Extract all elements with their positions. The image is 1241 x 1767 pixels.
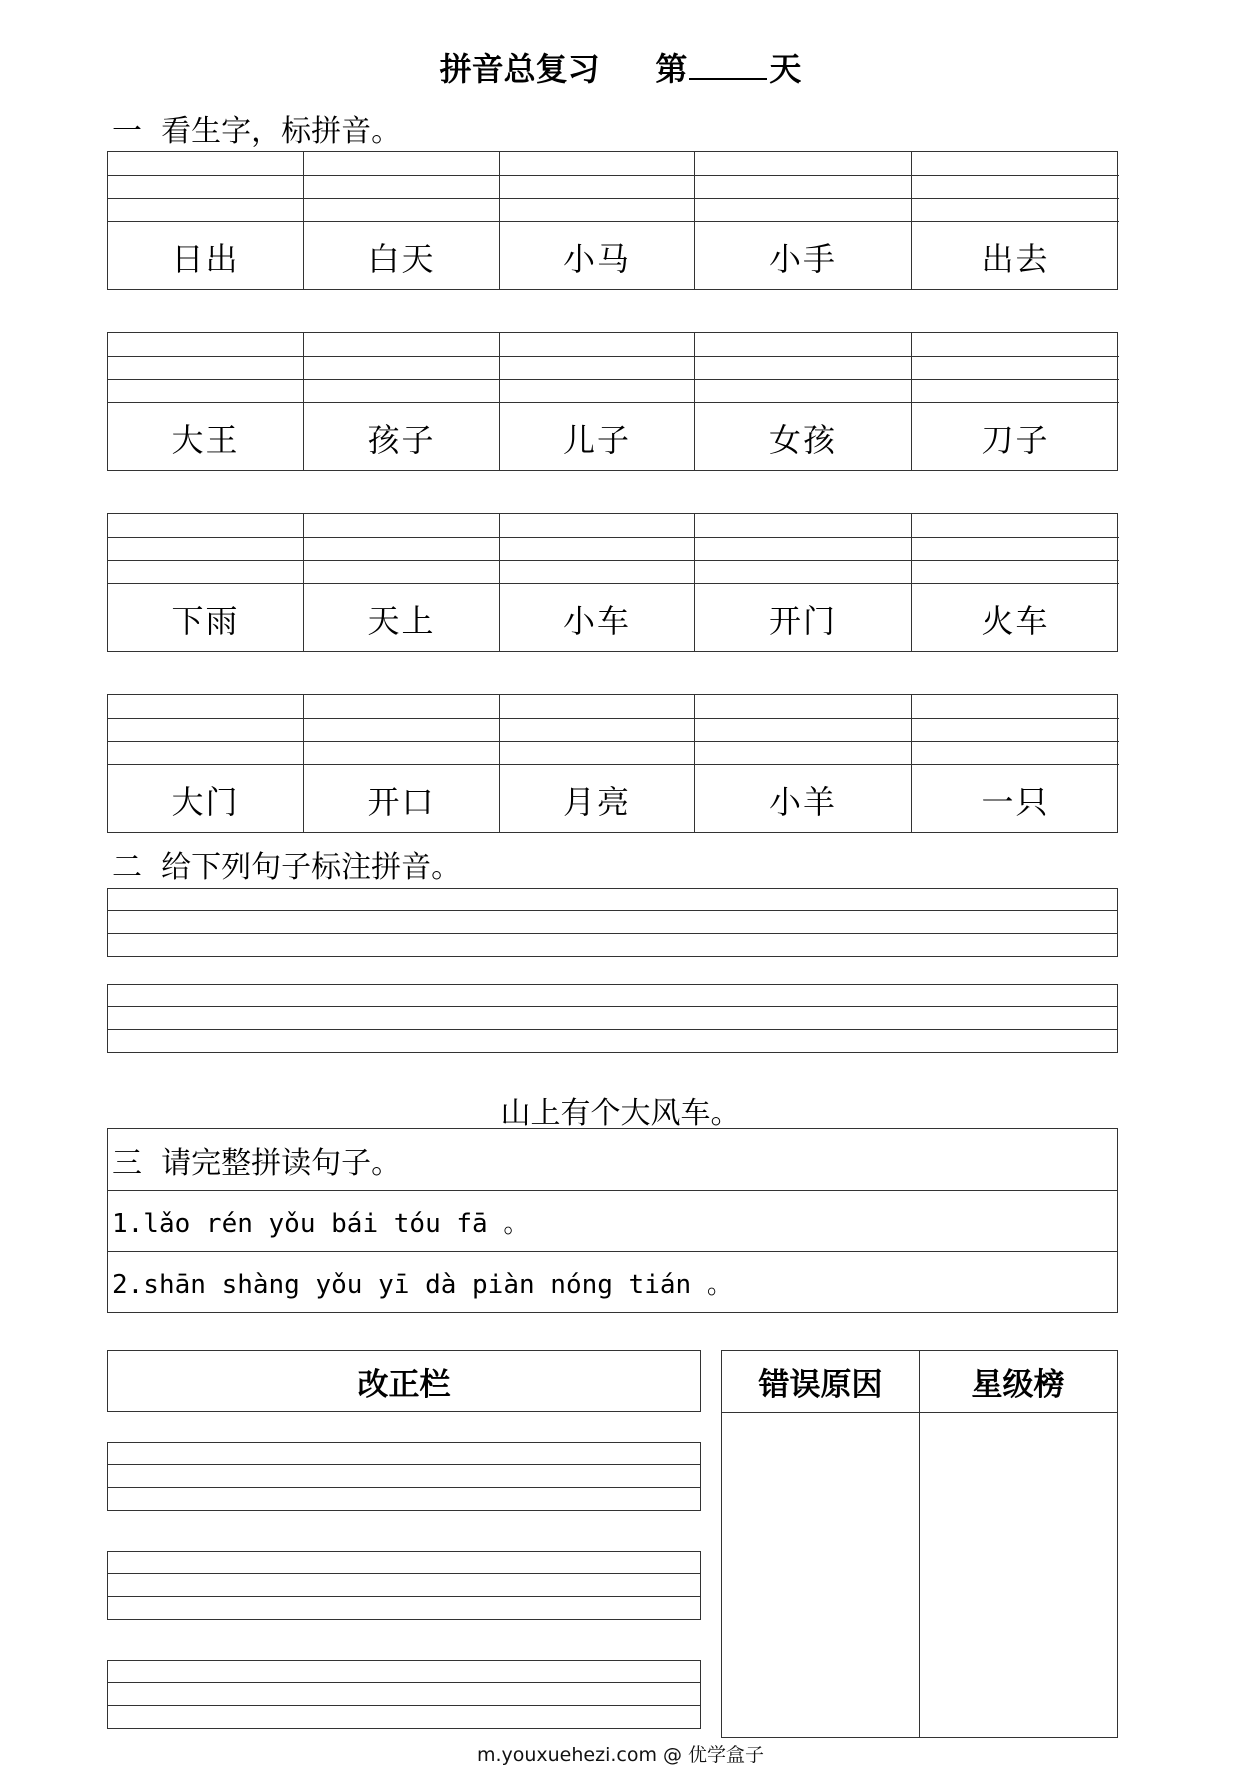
pinyin-sentence-2: 2.shān shàng yǒu yī dà piàn nóng tián 。 bbox=[108, 1251, 1117, 1312]
sentence-writing-band-1[interactable] bbox=[107, 888, 1118, 957]
day-prefix: 第 bbox=[655, 50, 688, 88]
grid-cell[interactable] bbox=[303, 333, 499, 470]
section3-heading: 三 请完整拼读句子。 bbox=[112, 1145, 402, 1181]
grid-cell[interactable] bbox=[911, 514, 1119, 651]
grid-cell[interactable] bbox=[911, 333, 1119, 470]
section3-box bbox=[107, 1128, 1118, 1313]
grid-word: 小羊 bbox=[768, 782, 837, 821]
grid-cell[interactable] bbox=[108, 695, 303, 832]
title-text: 拼音总复习 bbox=[439, 50, 600, 88]
star-rating-header: 星级榜 bbox=[919, 1351, 1117, 1413]
grid-word: 日出 bbox=[171, 239, 240, 278]
day-suffix: 天 bbox=[769, 50, 802, 88]
correction-band-3[interactable] bbox=[107, 1660, 701, 1729]
grid-word: 开门 bbox=[768, 601, 837, 640]
grid-word: 儿子 bbox=[562, 420, 631, 459]
correction-band-1[interactable] bbox=[107, 1442, 701, 1511]
grid-word: 月亮 bbox=[562, 782, 631, 821]
correction-title: 改正栏 bbox=[107, 1350, 701, 1412]
grid-cell[interactable] bbox=[303, 695, 499, 832]
grid-word: 火车 bbox=[981, 601, 1050, 640]
grid-word: 小车 bbox=[562, 601, 631, 640]
error-reason-header: 错误原因 bbox=[722, 1351, 919, 1413]
sentence-writing-band-2[interactable] bbox=[107, 984, 1118, 1053]
footer-watermark: m.youxuehezi.com @ 优学盒子 bbox=[476, 1744, 765, 1766]
grid-word: 天上 bbox=[367, 601, 436, 640]
section1-heading: 一 看生字，标拼音。 bbox=[112, 114, 402, 149]
grid-cell[interactable] bbox=[694, 695, 911, 832]
pinyin-grid-4 bbox=[107, 694, 1118, 833]
grid-word: 大门 bbox=[171, 782, 240, 821]
grid-cell[interactable] bbox=[499, 333, 694, 470]
grid-word: 开口 bbox=[367, 782, 436, 821]
day-blank bbox=[689, 48, 767, 80]
grid-cell[interactable] bbox=[911, 695, 1119, 832]
grid-cell[interactable] bbox=[108, 152, 303, 289]
grid-cell[interactable] bbox=[108, 333, 303, 470]
grid-cell[interactable] bbox=[694, 152, 911, 289]
section2-heading: 二 给下列句子标注拼音。 bbox=[112, 850, 462, 885]
pinyin-sentence-1: 1.lǎo rén yǒu bái tóu fā 。 bbox=[108, 1190, 1117, 1251]
review-table bbox=[721, 1350, 1118, 1738]
pinyin-grid-3 bbox=[107, 513, 1118, 652]
grid-word: 刀子 bbox=[981, 420, 1050, 459]
correction-band-2[interactable] bbox=[107, 1551, 701, 1620]
grid-cell[interactable] bbox=[694, 333, 911, 470]
grid-word: 女孩 bbox=[768, 420, 837, 459]
grid-cell[interactable] bbox=[303, 514, 499, 651]
grid-word: 小马 bbox=[562, 239, 631, 278]
grid-word: 白天 bbox=[367, 239, 436, 278]
grid-cell[interactable] bbox=[694, 514, 911, 651]
grid-word: 下雨 bbox=[171, 601, 240, 640]
grid-word: 一只 bbox=[981, 782, 1050, 821]
worksheet-title bbox=[0, 44, 1241, 90]
practice-sentence: 山上有个大风车。 bbox=[500, 1096, 741, 1131]
grid-word: 大王 bbox=[171, 420, 240, 459]
grid-word: 小手 bbox=[768, 239, 837, 278]
grid-cell[interactable] bbox=[499, 695, 694, 832]
pinyin-grid-1 bbox=[107, 151, 1118, 290]
grid-cell[interactable] bbox=[499, 514, 694, 651]
pinyin-grid-2 bbox=[107, 332, 1118, 471]
grid-word: 出去 bbox=[981, 239, 1050, 278]
grid-cell[interactable] bbox=[108, 514, 303, 651]
grid-word: 孩子 bbox=[367, 420, 436, 459]
grid-cell[interactable] bbox=[911, 152, 1119, 289]
grid-cell[interactable] bbox=[499, 152, 694, 289]
grid-cell[interactable] bbox=[303, 152, 499, 289]
